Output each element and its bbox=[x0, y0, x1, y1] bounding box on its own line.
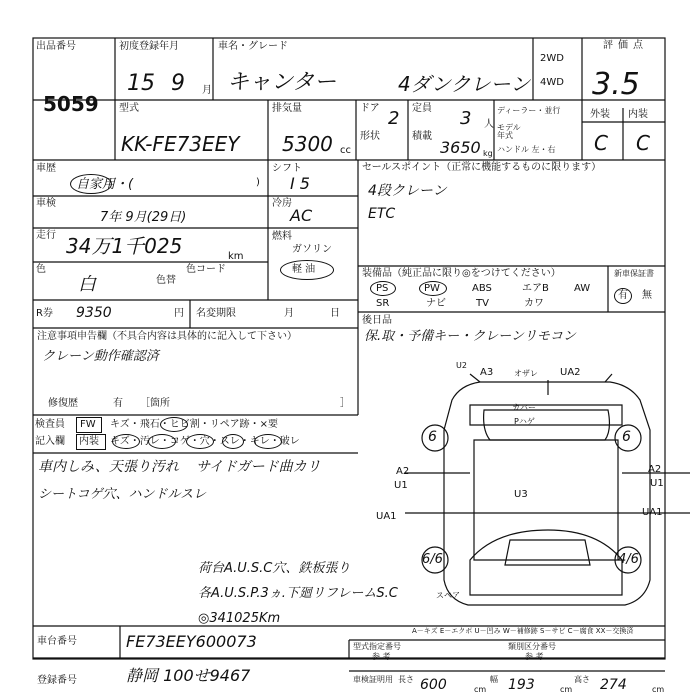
displacement-label: 排気量 bbox=[272, 103, 302, 114]
damage-legend: A－キズ E－エクボ U－凹み W－補修跡 S－サビ C－腐食 XX－交換済 bbox=[412, 627, 634, 635]
color-code-label: 色コード bbox=[186, 264, 226, 275]
report-line-5: 各A.U.S.P.3ヵ.下廻リフレームS.C bbox=[198, 586, 398, 601]
inspector-legend-2: キズ・汚レ・コゲ・穴・スレ・キレ・破レ bbox=[110, 436, 300, 447]
doors-label: ドア bbox=[360, 103, 380, 114]
load-label: 積載 bbox=[412, 131, 432, 142]
score-value: 3.5 bbox=[592, 67, 640, 102]
yen-unit: 円 bbox=[174, 308, 184, 319]
report-line-2: シートコゲ穴、ハンドルスレ bbox=[38, 487, 207, 502]
length-label: 長さ bbox=[398, 675, 414, 684]
equip-leather: カワ bbox=[524, 298, 544, 309]
width-label: 幅 bbox=[490, 675, 498, 684]
car-name: キャンター bbox=[227, 70, 337, 95]
month-label: 月 bbox=[284, 308, 294, 319]
type-label: 型式指定番号 bbox=[353, 642, 401, 651]
length-value: 600 bbox=[420, 677, 447, 693]
fw-label: FW bbox=[80, 419, 96, 430]
equip-pw: PW bbox=[424, 283, 440, 294]
lot-label: 出品番号 bbox=[36, 41, 76, 52]
load-value: 3650 bbox=[440, 138, 481, 157]
width-unit: cm bbox=[560, 685, 573, 694]
displacement-value: 5300 bbox=[282, 132, 333, 156]
capacity-label: 定員 bbox=[412, 103, 432, 114]
history-value: 自家用・( bbox=[76, 177, 134, 192]
notes-value: クレーン動作確認済 bbox=[42, 349, 159, 364]
doors-value: 2 bbox=[388, 108, 400, 129]
shift-label: シフト bbox=[272, 163, 302, 174]
diagram-label-cover: カバー bbox=[512, 403, 536, 412]
equipment-label: 装備品（純正品に限り◎をつけてください） bbox=[362, 268, 561, 279]
category-ref: 参 考 bbox=[525, 652, 544, 661]
sales-points-label: セールスポイント（正常に機能するものに限ります） bbox=[362, 162, 602, 173]
after-items-label: 後日品 bbox=[362, 315, 392, 326]
shape-label: 形状 bbox=[360, 131, 380, 142]
fuel-gasoline: ガソリン bbox=[292, 244, 332, 255]
diagram-label-a3: A3 bbox=[480, 367, 494, 378]
diagram-label-a2-left: A2 bbox=[396, 466, 410, 477]
diagram-label-spare: スペア bbox=[436, 591, 460, 600]
exterior-grade: C bbox=[594, 131, 608, 155]
color-value: 白 bbox=[78, 274, 96, 295]
diagram-label-4-6: 4/6 bbox=[618, 552, 639, 567]
diagram-label-ua1-right: UA1 bbox=[642, 507, 663, 518]
chassis-label: 車台番号 bbox=[37, 636, 77, 647]
report-line-3: サイドガード曲カリ bbox=[196, 459, 321, 475]
inspector-legend-1: キズ・飛石・ヒビ割・リペア跡・×要 bbox=[110, 419, 278, 430]
inspection-label: 車検 bbox=[36, 198, 56, 209]
aircon-value: AC bbox=[290, 206, 313, 225]
shift-value: I 5 bbox=[290, 174, 310, 193]
naisou-label: 内装 bbox=[79, 436, 99, 447]
diagram-label-u1-right: U1 bbox=[650, 478, 664, 489]
grade: 4ダンクレーン bbox=[398, 72, 531, 96]
equip-airbag: エアB bbox=[522, 283, 549, 294]
diagram-label-phage: Pハゲ bbox=[514, 417, 535, 426]
diagram-label-ozare: オザレ bbox=[514, 369, 538, 378]
history-label: 車歴 bbox=[36, 163, 56, 174]
score-label: 評価点 bbox=[603, 40, 648, 51]
fill-label: 記入欄 bbox=[35, 436, 65, 447]
reg-year: 15 bbox=[127, 71, 155, 96]
report-line-1: 車内しみ、天張り汚れ bbox=[38, 459, 179, 475]
diagram-label-6-6: 6/6 bbox=[422, 552, 443, 567]
report-line-4: 荷台A.U.S.C穴、鉄板張り bbox=[198, 561, 351, 576]
chassis-value: FE73EEY600073 bbox=[126, 632, 257, 651]
height-value: 274 bbox=[600, 677, 627, 693]
height-label: 高さ bbox=[574, 675, 590, 684]
repair-place: ［箇所 bbox=[140, 398, 170, 409]
fuel-label: 燃料 bbox=[272, 231, 292, 242]
mileage-value: 34万1千025 bbox=[66, 234, 183, 258]
repair-label: 修復歴 bbox=[48, 398, 78, 409]
diagram-label-a2-right: A2 bbox=[648, 464, 662, 475]
color-label: 色 bbox=[36, 264, 46, 275]
aircon-label: 冷房 bbox=[272, 198, 292, 209]
notes-label: 注意事項申告欄（不具合内容は具体的に記入して下さい） bbox=[37, 331, 297, 342]
drive-4wd: 4WD bbox=[540, 77, 564, 88]
load-unit: kg bbox=[483, 149, 493, 158]
equip-sr: SR bbox=[376, 298, 390, 309]
mileage-label: 走行 bbox=[36, 230, 56, 241]
dims-label: 車検証明用 bbox=[353, 675, 393, 684]
month-unit: 月 bbox=[202, 85, 212, 96]
check-label: 検査員 bbox=[35, 419, 65, 430]
first-reg-label: 初度登録年月 bbox=[119, 41, 179, 52]
reg-label: 登録番号 bbox=[37, 675, 77, 686]
equip-tv: TV bbox=[476, 298, 489, 309]
cc-unit: cc bbox=[340, 145, 351, 156]
capacity-unit: 人 bbox=[484, 119, 494, 130]
warranty-yes: 有 bbox=[618, 290, 628, 301]
name-change-label: 名変期限 bbox=[196, 308, 236, 319]
height-unit: cm bbox=[652, 685, 665, 694]
sales-point-1: 4段クレーン bbox=[368, 183, 447, 199]
repair-place-close: ］ bbox=[340, 398, 350, 409]
handle-label: ハンドル 左・右 bbox=[497, 145, 556, 154]
reg-value: 静岡 100せ9467 bbox=[126, 666, 251, 685]
diagram-label-u3: U3 bbox=[514, 489, 528, 500]
exterior-label: 外装 bbox=[590, 109, 610, 120]
category-label: 類別区分番号 bbox=[508, 642, 556, 651]
warranty-no: 無 bbox=[642, 290, 652, 301]
after-items-value: 保.取・予備キー・クレーンリモコン bbox=[364, 329, 576, 344]
reg-month: 9 bbox=[171, 71, 185, 96]
drive-2wd: 2WD bbox=[540, 53, 564, 64]
warranty-label: 新車保証書 bbox=[614, 269, 654, 278]
diagram-label-u1-left: U1 bbox=[394, 480, 408, 491]
length-unit: cm bbox=[474, 685, 487, 694]
interior-grade: C bbox=[636, 131, 650, 155]
recycle-label: R券 bbox=[36, 308, 53, 319]
equip-navi: ナビ bbox=[426, 298, 446, 309]
diagram-label-ua2: UA2 bbox=[560, 367, 581, 378]
color-change-label: 色替 bbox=[156, 275, 176, 286]
equip-aw: AW bbox=[574, 283, 591, 294]
inspection-value: 7年 9月(29日) bbox=[100, 210, 187, 225]
diagram-label-u2: U2 bbox=[456, 361, 467, 370]
diagram-label-6-left: 6 bbox=[428, 429, 437, 445]
interior-label: 内装 bbox=[628, 109, 648, 120]
model-year-label: モデル年式 bbox=[497, 123, 521, 140]
fuel-diesel: 軽 油 bbox=[292, 264, 316, 275]
diagram-label-6-right: 6 bbox=[622, 429, 631, 445]
history-close: ) bbox=[256, 177, 260, 188]
width-value: 193 bbox=[508, 677, 535, 693]
model-label: 型式 bbox=[119, 103, 139, 114]
capacity-value: 3 bbox=[460, 108, 472, 129]
day-label: 日 bbox=[330, 308, 340, 319]
lot-number: 5059 bbox=[43, 92, 99, 116]
type-ref: 参 考 bbox=[372, 652, 391, 661]
name-label: 車名・グレード bbox=[218, 41, 288, 52]
recycle-fee: 9350 bbox=[76, 305, 112, 321]
equip-ps: PS bbox=[376, 283, 389, 294]
sales-point-2: ETC bbox=[368, 206, 396, 222]
dealer-label: ディーラー・並行 bbox=[497, 106, 561, 115]
report-line-6: ◎341025Km bbox=[198, 611, 281, 626]
km-unit: km bbox=[228, 251, 244, 262]
diagram-label-ua1-left: UA1 bbox=[376, 511, 397, 522]
model-value: KK-FE73EEY bbox=[121, 132, 240, 156]
equip-abs: ABS bbox=[472, 283, 492, 294]
repair-value: 有 bbox=[113, 398, 123, 409]
